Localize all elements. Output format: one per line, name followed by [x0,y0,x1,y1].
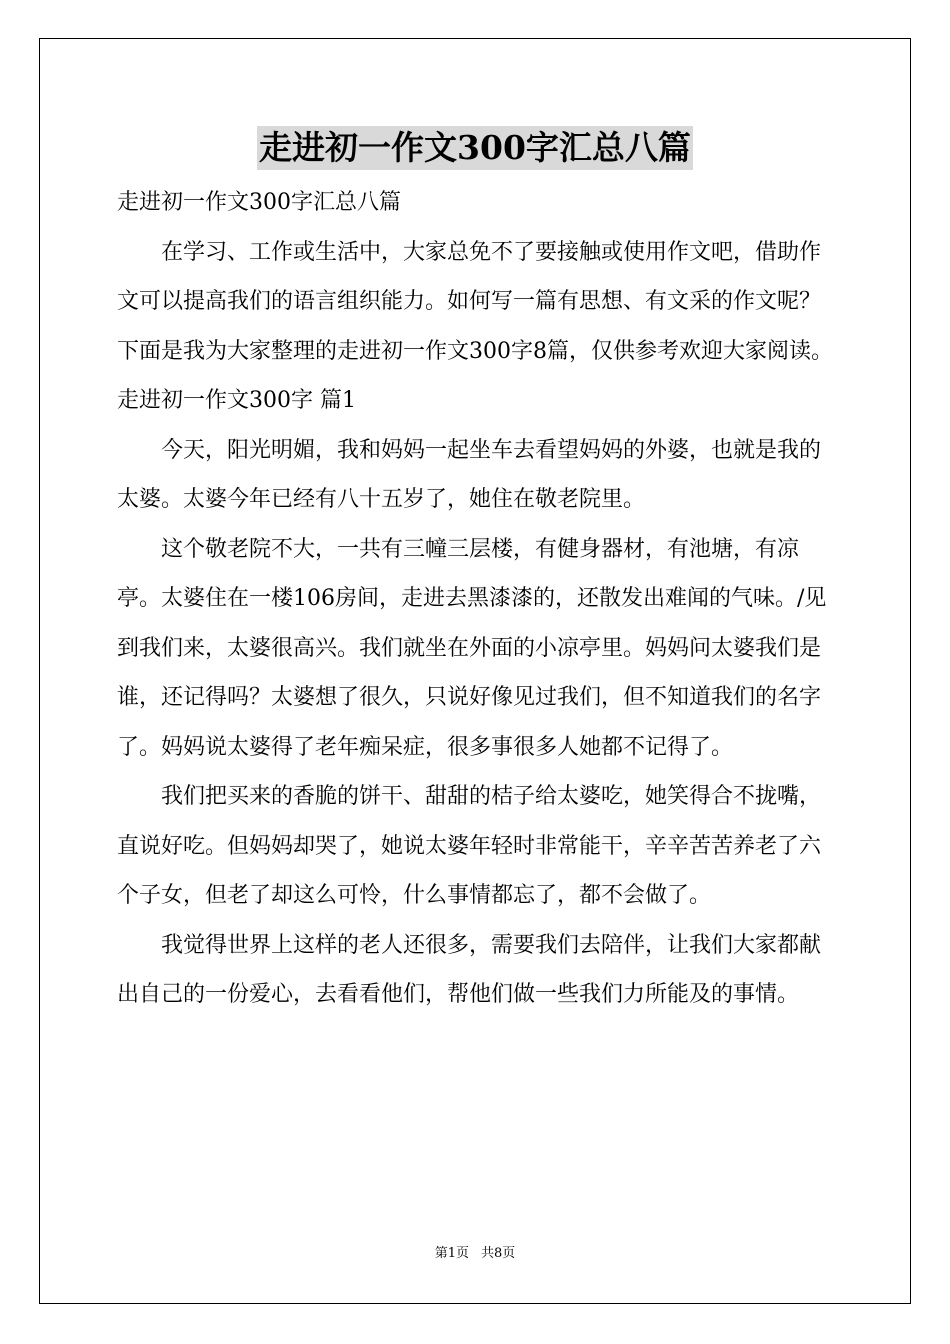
title-wrap [0,126,950,170]
document-body [117,178,837,1020]
page-number: 第1页 [434,1246,469,1261]
document-subtitle: 走进初一作文300字汇总八篇 [117,190,401,215]
body-paragraph: 这个敬老院不大，一共有三幢三层楼，有健身器材，有池塘，有凉亭。太婆住在一楼106房间，走进去黑漆漆的，还散发出难闻的气味。/见到我们来，太婆很高兴。我们就坐在外面的小凉亭里。妈妈问太婆我们是谁，还记得吗？太婆想了很久，只说好像见过我们，但不知道我们的名字了。妈妈说太婆得了老年痴呆症，很多事很多人她都不记得了。 [117,536,827,760]
page-footer [0,1244,950,1264]
page-total: 共8页 [481,1246,516,1261]
body-paragraph: 今天，阳光明媚，我和妈妈一起坐车去看望妈妈的外婆，也就是我的太婆。太婆今年已经有八十五岁了，她住在敬老院里。 [117,437,822,512]
document-title: 走进初一作文300字汇总八篇 [257,126,693,170]
body-paragraph: 我们把买来的香脆的饼干、甜甜的桔子给太婆吃，她笑得合不拢嘴，直说好吃。但妈妈却哭了，她说太婆年轻时非常能干，辛辛苦苦养老了六个子女，但老了却这么可怜，什么事情都忘了，都不会做了。 [117,784,822,908]
body-paragraph: 我觉得世界上这样的老人还很多，需要我们去陪伴，让我们大家都献出自己的一份爱心，去看看他们，帮他们做一些我们力所能及的事情。 [117,932,822,1007]
section-heading: 走进初一作文300字 篇1 [117,388,356,413]
body-paragraph: 在学习、工作或生活中，大家总免不了要接触或使用作文吧，借助作文可以提高我们的语言组织能力。如何写一篇有思想、有文采的作文呢？下面是我为大家整理的走进初一作文300字8篇，仅供参考欢迎大家阅读。 [117,239,833,364]
